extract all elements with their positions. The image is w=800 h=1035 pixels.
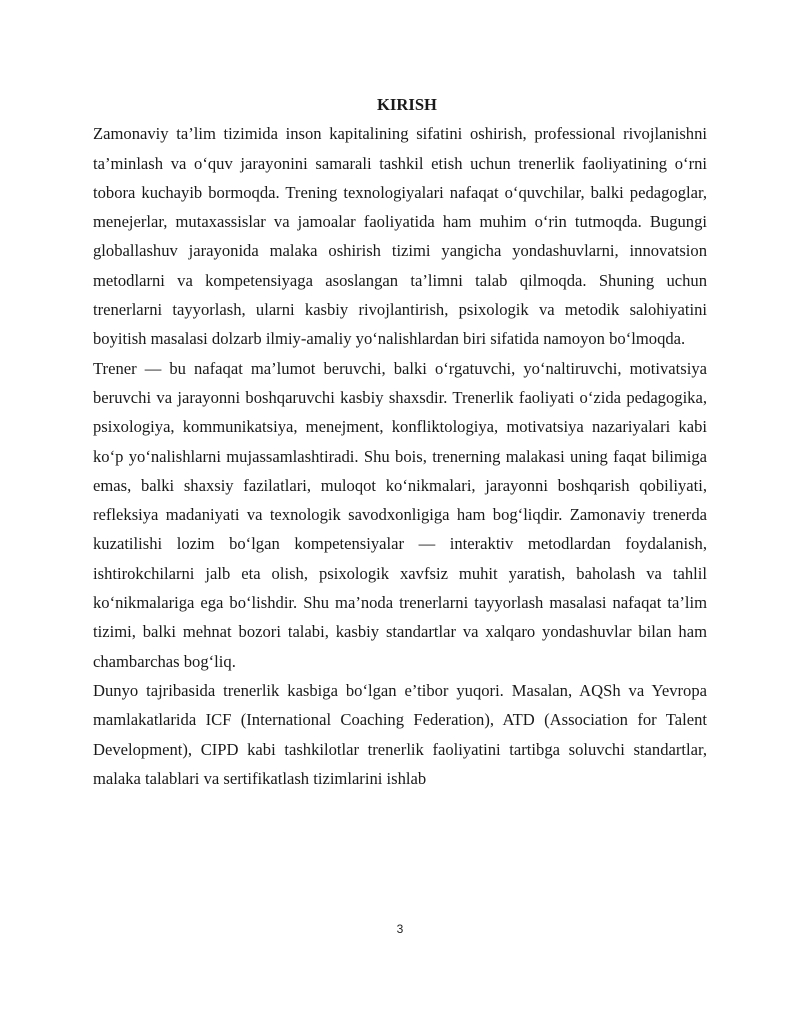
paragraph-world-experience: Dunyo tajribasida trenerlik kasbiga bo‘lgan e’tibor yuqori. Masalan, AQSh va Yevropa mamlakatlarida ICF (International Coaching Federation), ATD (Association for Talent Development), CIPD kabi tashkilotlar trenerlik faoliyatini tartibga soluvchi standartlar, malaka talablari va sertifikatlash tizimlarini ishlab [93,680,707,788]
paragraph-intro: Zamonaviy ta’lim tizimida inson kapitalining sifatini oshirish, professional rivojlanishni ta’minlash va o‘quv jarayonini samarali tashkil etish uchun trenerlik faoliyatining o‘rni tobora kuchayib bormoqda. Trening texnologiyalari nafaqat o‘quvchilar, balki pedagoglar, menejerlar, mutaxassislar va jamoalar faoliyatida ham muhim o‘rin tutmoqda. Bugungi globallashuv jarayonida malaka oshirish tizimi yangicha yondashuvlarni, innovatsion metodlarni va kompetensiyaga asoslangan ta’limni talab qilmoqda. Shuning uchun trenerlarni tayyorlash, ularni kasbiy rivojlantirish, psixologik va metodik salohiyatini boyitish masalasi dolzarb ilmiy-amaliy yo‘nalishlardan biri sifatida namoyon bo‘lmoqda. [93,124,707,349]
page-number: 3 [396,922,404,936]
page-content [93,90,707,793]
section-heading: KIRISH [377,95,437,114]
paragraph-trainer: Trener — bu nafaqat ma’lumot beruvchi, balki o‘rgatuvchi, yo‘naltiruvchi, motivatsiya beruvchi va jarayonni boshqaruvchi kasbiy shaxsdir. Trenerlik faoliyati o‘zida pedagogika, psixologiya, kommunikatsiya, menejment, konfliktologiya, motivatsiya nazariyalari kabi ko‘p yo‘nalishlarni mujassamlashtiradi. Shu bois, trenerning malakasi uning faqat bilimiga emas, balki shaxsiy fazilatlari, muloqot ko‘nikmalari, jarayonni boshqarish qobiliyati, refleksiya madaniyati va texnologik savodxonligiga ham bog‘liqdir. Zamonaviy trenerda kuzatilishi lozim bo‘lgan kompetensiyalar — interaktiv metodlardan foydalanish, ishtirokchilarni jalb eta olish, psixologik xavfsiz muhit yaratish, baholash va tahlil ko‘nikmalariga ega bo‘lishdir. Shu ma’noda trenerlarni tayyorlash masalasi nafaqat ta’lim tizimi, balki mehnat bozori talabi, kasbiy standartlar va xalqaro yondashuvlar bilan ham chambarchas bog‘liq. [93,358,707,671]
